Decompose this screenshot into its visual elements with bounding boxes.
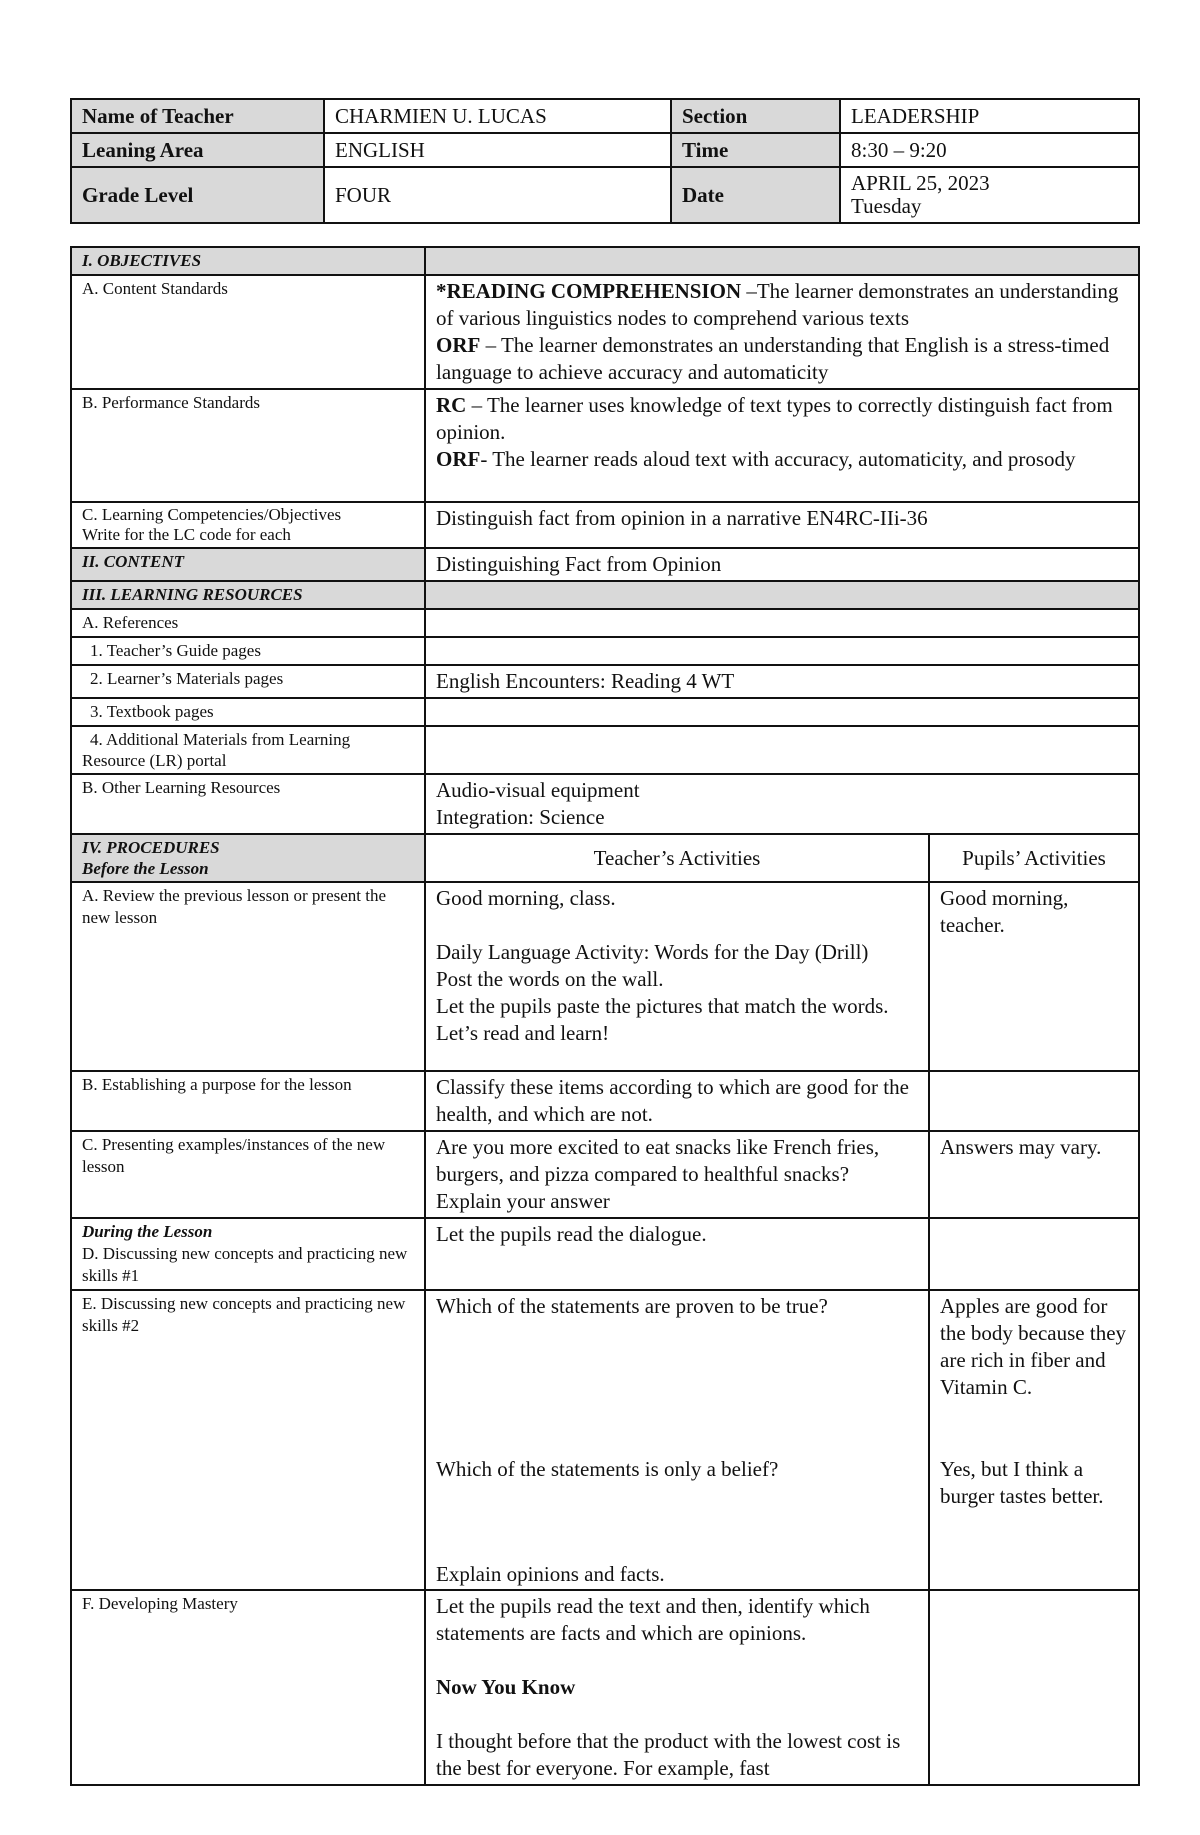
mastery-pupil <box>929 1590 1139 1785</box>
competencies-label-line2: Write for the LC code for each <box>82 525 291 544</box>
review-pupil: Good morning, teacher. <box>929 882 1139 1071</box>
now-you-know-title: Now You Know <box>436 1675 576 1699</box>
additional-materials-label <box>71 726 425 774</box>
during-lesson-title: During the Lesson <box>82 1222 213 1241</box>
content-standards-label: A. Content Standards <box>71 275 425 389</box>
time-label: Time <box>671 133 840 167</box>
header-table <box>70 98 1140 224</box>
competencies-value: Distinguish fact from opinion in a narrative EN4RC-IIi-36 <box>425 502 1139 548</box>
discussion2-label: E. Discussing new concepts and practicing new skills #2 <box>71 1290 425 1590</box>
purpose-label: B. Establishing a purpose for the lesson <box>71 1071 425 1131</box>
mastery-teacher <box>425 1590 929 1785</box>
references-label: A. References <box>71 609 425 637</box>
discussion1-teacher: Let the pupils read the dialogue. <box>425 1218 929 1290</box>
resources-heading: III. LEARNING RESOURCES <box>71 581 425 609</box>
performance-standards-label: B. Performance Standards <box>71 389 425 502</box>
additional-materials-line1: 4. Additional Materials from Learning <box>90 730 351 749</box>
discussion2-pupil-a2: Yes, but I think a burger tastes better. <box>940 1457 1104 1508</box>
date-value <box>840 167 1139 223</box>
learner-materials-label: 2. Learner’s Materials pages <box>71 665 425 698</box>
rc-text: –The learner demonstrates an understanding of various linguistics nodes to comprehend various texts <box>436 279 1119 330</box>
section-value: LEADERSHIP <box>840 99 1139 133</box>
review-teacher-line1: Good morning, class. <box>436 886 616 910</box>
grade-label: Grade Level <box>71 167 324 223</box>
procedures-title: IV. PROCEDURES <box>82 838 220 857</box>
review-teacher-line4: Let the pupils paste the pictures that match the words. Let’s read and learn! <box>436 994 889 1045</box>
other-resources-label: B. Other Learning Resources <box>71 774 425 834</box>
discussion1-text: D. Discussing new concepts and practicing new skills #1 <box>82 1244 408 1285</box>
date-text: APRIL 25, 2023 <box>851 171 990 195</box>
review-teacher <box>425 882 929 1071</box>
content-heading: II. CONTENT <box>71 548 425 581</box>
references-value <box>425 609 1139 637</box>
performance-standards-value <box>425 389 1139 502</box>
other-resources-line1: Audio-visual equipment <box>436 778 640 802</box>
examples-label: C. Presenting examples/instances of the new lesson <box>71 1131 425 1218</box>
mastery-label: F. Developing Mastery <box>71 1590 425 1785</box>
objectives-heading-blank <box>425 247 1139 275</box>
day-text: Tuesday <box>851 194 922 218</box>
orf-text: – The learner demonstrates an understanding that English is a stress-timed language to achieve accuracy and automaticity <box>436 333 1110 384</box>
review-teacher-line2: Daily Language Activity: Words for the Day (Drill) <box>436 940 869 964</box>
other-resources-value <box>425 774 1139 834</box>
discussion2-teacher-q2: Which of the statements is only a belief? <box>436 1457 779 1481</box>
learner-materials-value: English Encounters: Reading 4 WT <box>425 665 1139 698</box>
additional-materials-line2: Resource (LR) portal <box>82 751 227 770</box>
textbook-label: 3. Textbook pages <box>71 698 425 726</box>
before-lesson-title: Before the Lesson <box>82 859 209 878</box>
orf-tag: ORF <box>436 333 481 357</box>
discussion1-pupil <box>929 1218 1139 1290</box>
teacher-activities-header: Teacher’s Activities <box>425 834 929 882</box>
content-value: Distinguishing Fact from Opinion <box>425 548 1139 581</box>
teacher-guide-label: 1. Teacher’s Guide pages <box>71 637 425 665</box>
teacher-label: Name of Teacher <box>71 99 324 133</box>
teacher-guide-value <box>425 637 1139 665</box>
mastery-teacher-line3: I thought before that the product with the lowest cost is the best for everyone. For example, fast <box>436 1729 901 1780</box>
examples-teacher: Are you more excited to eat snacks like French fries, burgers, and pizza compared to healthful snacks? Explain your answer <box>425 1131 929 1218</box>
perf-rc-text: – The learner uses knowledge of text types to correctly distinguish fact from opinion. <box>436 393 1113 444</box>
other-resources-line2: Integration: Science <box>436 805 605 829</box>
rc-tag: *READING COMPREHENSION <box>436 279 742 303</box>
discussion2-teacher <box>425 1290 929 1590</box>
competencies-label <box>71 502 425 548</box>
procedures-heading <box>71 834 425 882</box>
purpose-pupil <box>929 1071 1139 1131</box>
teacher-value: CHARMIEN U. LUCAS <box>324 99 671 133</box>
perf-orf-text: - The learner reads aloud text with accuracy, automaticity, and prosody <box>480 447 1076 471</box>
section-label: Section <box>671 99 840 133</box>
purpose-teacher: Classify these items according to which are good for the health, and which are not. <box>425 1071 929 1131</box>
competencies-label-line1: C. Learning Competencies/Objectives <box>82 505 342 524</box>
review-teacher-line3: Post the words on the wall. <box>436 967 664 991</box>
pupil-activities-header: Pupils’ Activities <box>929 834 1139 882</box>
discussion1-label <box>71 1218 425 1290</box>
discussion2-pupil-a1: Apples are good for the body because they are rich in fiber and Vitamin C. <box>940 1294 1127 1399</box>
discussion2-teacher-q1: Which of the statements are proven to be true? <box>436 1294 828 1318</box>
area-value: ENGLISH <box>324 133 671 167</box>
discussion2-pupil <box>929 1290 1139 1590</box>
review-label: A. Review the previous lesson or present the new lesson <box>71 882 425 1071</box>
perf-rc-tag: RC <box>436 393 467 417</box>
discussion2-teacher-q3: Explain opinions and facts. <box>436 1562 665 1586</box>
content-standards-value <box>425 275 1139 389</box>
perf-orf-tag: ORF <box>436 447 481 471</box>
time-value: 8:30 – 9:20 <box>840 133 1139 167</box>
lesson-plan-table <box>70 246 1140 1786</box>
mastery-teacher-line1: Let the pupils read the text and then, identify which statements are facts and which are opinions. <box>436 1594 870 1645</box>
examples-pupil: Answers may vary. <box>929 1131 1139 1218</box>
area-label: Leaning Area <box>71 133 324 167</box>
date-label: Date <box>671 167 840 223</box>
textbook-value <box>425 698 1139 726</box>
grade-value: FOUR <box>324 167 671 223</box>
resources-heading-blank <box>425 581 1139 609</box>
additional-materials-value <box>425 726 1139 774</box>
objectives-heading: I. OBJECTIVES <box>71 247 425 275</box>
